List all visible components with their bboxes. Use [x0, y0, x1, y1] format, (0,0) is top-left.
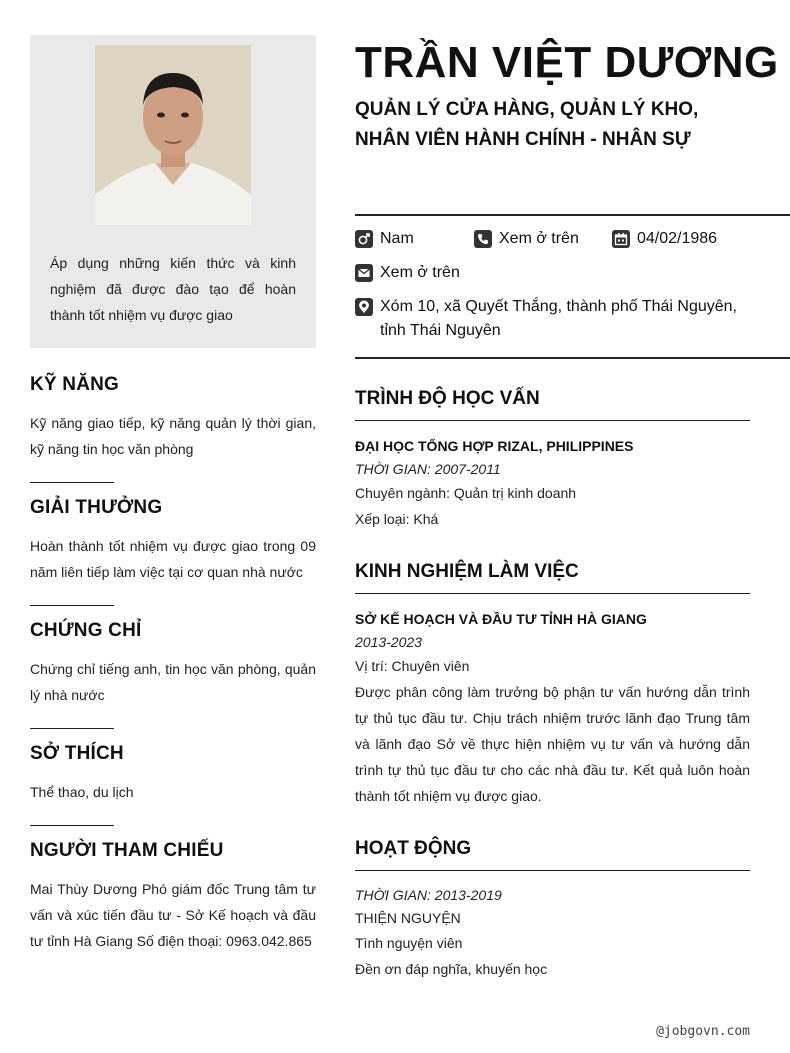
divider — [30, 482, 114, 483]
awards-text: Hoàn thành tốt nhiệm vụ được giao trong 09 năm liên tiếp làm việc tại cơ quan nhà nước — [30, 538, 316, 580]
calendar-icon — [612, 230, 630, 248]
skills-title: KỸ NĂNG — [30, 374, 120, 395]
location-icon — [355, 298, 373, 316]
experience-company: SỞ KẾ HOẠCH VÀ ĐẦU TƯ TỈNH HÀ GIANG — [355, 611, 647, 627]
experience-title: KINH NGHIỆM LÀM VIỆC — [355, 561, 579, 582]
phone-info — [474, 227, 579, 251]
address-info — [355, 295, 745, 343]
education-major: Chuyên ngành: Quản trị kinh doanh — [355, 485, 577, 501]
divider — [355, 593, 750, 594]
experience-position: Vị trí: Chuyên viên — [355, 658, 470, 674]
address-value: Xóm 10, xã Quyết Thắng, thành phố Thái Nguyên, tỉnh Thái Nguyên — [380, 298, 737, 339]
certificates-section — [30, 620, 316, 708]
profile-photo — [95, 45, 251, 225]
experience-entry — [355, 607, 750, 809]
references-text: Mai Thùy Dương Phó giám đốc Trung tâm tư vấn và xúc tiến đầu tư - Sở Kế hoạch và đầu tư tỉnh Hà Giang Số điện thoại: 0963.042.865 — [30, 881, 316, 949]
gender-value: Nam — [380, 230, 414, 247]
divider — [355, 420, 750, 421]
profile-box — [30, 35, 316, 348]
phone-value: Xem ở trên — [499, 230, 579, 247]
education-school: ĐẠI HỌC TỔNG HỢP RIZAL, PHILIPPINES — [355, 438, 634, 454]
hobbies-text: Thể thao, du lịch — [30, 784, 134, 800]
mail-icon — [355, 264, 373, 282]
gender-icon — [355, 230, 373, 248]
references-section — [30, 840, 316, 954]
candidate-name: TRẦN VIỆT DƯƠNG — [355, 38, 779, 87]
activities-role: Tình nguyện viên — [355, 935, 463, 951]
skills-text: Kỹ năng giao tiếp, kỹ năng quản lý thời gian, kỹ năng tin học văn phòng — [30, 415, 316, 457]
divider — [30, 605, 114, 606]
job-title: QUẢN LÝ CỬA HÀNG, QUẢN LÝ KHO, NHÂN VIÊN HÀNH CHÍNH - NHÂN SỰ — [355, 99, 699, 150]
hobbies-title: SỞ THÍCH — [30, 743, 124, 764]
career-objective: Áp dụng những kiến thức và kinh nghiệm đã được đào tạo để hoàn thành tốt nhiệm vụ được giao — [50, 255, 296, 323]
awards-title: GIẢI THƯỞNG — [30, 497, 163, 518]
divider — [30, 825, 114, 826]
divider — [355, 870, 750, 871]
divider — [355, 214, 790, 216]
gender-info — [355, 227, 414, 251]
email-info — [355, 261, 460, 285]
education-entry — [355, 434, 750, 532]
divider — [355, 357, 790, 359]
phone-icon — [474, 230, 492, 248]
activities-title: HOẠT ĐỘNG — [355, 838, 472, 859]
divider — [30, 728, 114, 729]
experience-time: 2013-2023 — [355, 634, 422, 650]
certificates-text: Chứng chỉ tiếng anh, tin học văn phòng, quản lý nhà nước — [30, 661, 316, 703]
experience-description: Được phân công làm trưởng bộ phận tư vấn hướng dẫn trình tự thủ tục đầu tư. Chịu trách nhiệm trước lãnh đạo Trung tâm và lãnh đạo Sở về thực hiện nhiệm vụ tư vấn và hướng dẫn trình tự thủ tục đầu tư cho các nhà đầu tư. Kết quả luôn hoàn thành tốt nhiệm vụ được giao. — [355, 684, 750, 804]
skills-section — [30, 374, 316, 462]
email-value: Xem ở trên — [380, 264, 460, 281]
hobbies-section — [30, 743, 316, 805]
birthday-value: 04/02/1986 — [637, 230, 718, 247]
education-time: THỜI GIAN: 2007-2011 — [355, 461, 501, 477]
education-title: TRÌNH ĐỘ HỌC VẤN — [355, 388, 540, 409]
watermark: @jobgovn.com — [656, 1024, 750, 1039]
activities-entry — [355, 884, 750, 982]
certificates-title: CHỨNG CHỈ — [30, 620, 142, 641]
activities-organization: THIỆN NGUYỆN — [355, 910, 461, 926]
activities-description: Đền ơn đáp nghĩa, khuyến học — [355, 961, 548, 977]
education-grade: Xếp loại: Khá — [355, 511, 439, 527]
references-title: NGƯỜI THAM CHIẾU — [30, 840, 224, 861]
activities-time: THỜI GIAN: 2013-2019 — [355, 887, 502, 903]
awards-section — [30, 497, 316, 585]
birthday-info — [612, 227, 717, 251]
